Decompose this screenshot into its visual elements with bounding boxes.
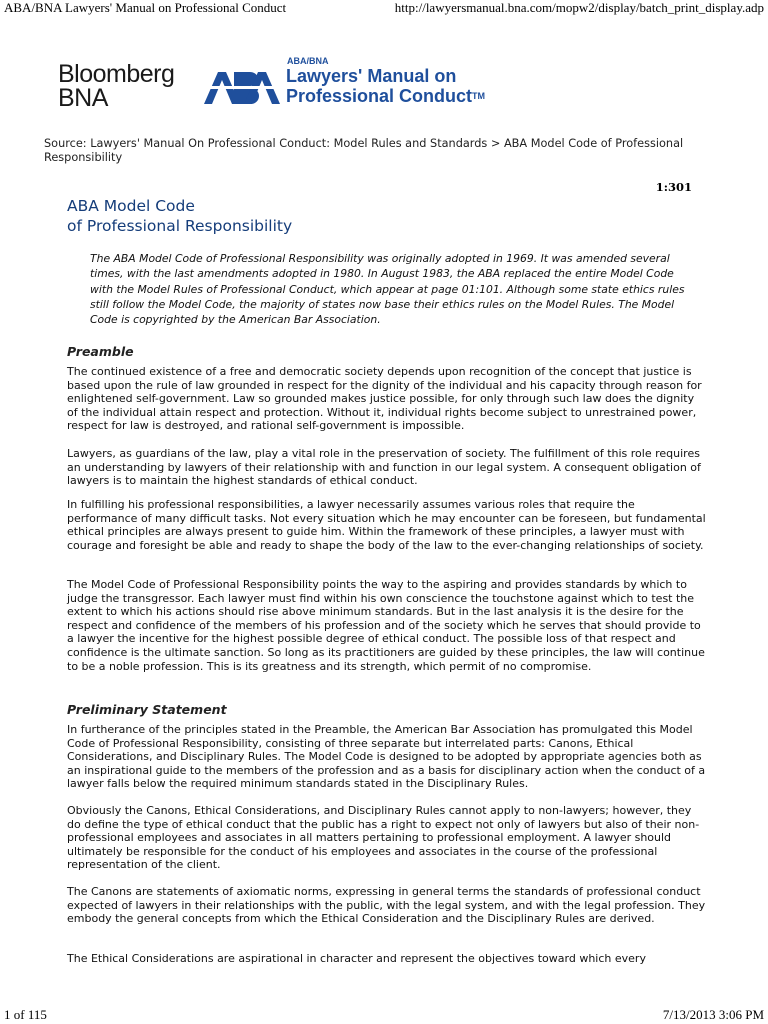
preliminary-paragraph-3: The Canons are statements of axiomatic norms, expressing in general terms the standards of professional conduct expected of lawyers in their relationships with the public, with the legal system, and with the legal profession. They embody the general concepts from which the Ethical Consideration and the Disciplinary Rules are derived. (67, 885, 706, 926)
page-reference: 1:301 (655, 180, 692, 194)
print-header-url[interactable]: http://lawyersmanual.bna.com/mopw2/display/batch_print_display.adp (394, 0, 764, 15)
logo-title-line1: Lawyers' Manual on (286, 66, 457, 86)
preamble-paragraph-1: The continued existence of a free and democratic society depends upon recognition of the concept that justice is based upon the rule of law grounded in respect for the dignity of the individual and his capacity through reason for enlightened self-government. Law so grounded makes justice possible, for only through such law does the dignity of the individual attain respect and protection. Without it, individual rights become subject to unrestrained power, respect for law is destroyed, and rational self-government is impossible. (67, 365, 702, 433)
preamble-paragraph-2: Lawyers, as guardians of the law, play a vital role in the preservation of society. The fulfillment of this role requires an understanding by lawyers of their relationship with and function in our legal system. A consequent obligation of lawyers is to maintain the highest standards of ethical conduct. (67, 447, 701, 488)
preamble-paragraph-3: In fulfilling his professional responsibilities, a lawyer necessarily assumes various roles that require the performance of many difficult tasks. Not every situation which he may encounter can be foreseen, but fundamental ethical principles are always present to guide him. Within the framework of these principles, a lawyer must with courage and foresight be able and ready to shape the body of the law to the ever-changing relationships of society. (67, 498, 706, 552)
aba-bna-small-label: ABA/BNA (287, 56, 329, 66)
bloomberg-bna-logo (58, 62, 174, 110)
preliminary-paragraph-2: Obviously the Canons, Ethical Considerations, and Disciplinary Rules cannot apply to non-lawyers; however, they do define the type of ethical conduct that the public has a right to expect not only of lawyers but also of their non-professional employees and associates in all matters pertaining to professional employment. A lawyer should ultimately be responsible for the conduct of his employees and associates in the course of the professional representation of the client. (67, 804, 700, 872)
logo-banner (0, 40, 768, 120)
preamble-paragraph-4: The Model Code of Professional Responsibility points the way to the aspiring and provides standards by which to judge the transgressor. Each lawyer must find within his own conscience the touchstone against which to test the extent to which his actions should rise above minimum standards. But in the last analysis it is the desire for the respect and confidence of the members of his profession and of the society which he serves that should provide to a lawyer the incentive for the highest possible degree of ethical conduct. The possible loss of that respect and confidence is the ultimate sanction. So long as its practitioners are guided by these principles, the law will continue to be a noble profession. This is its greatness and its strength, which permit of no compromise. (67, 578, 705, 673)
print-footer-datetime: 7/13/2013 3:06 PM (662, 1007, 764, 1022)
lawyers-manual-logo-title (286, 66, 485, 106)
page-title (67, 197, 292, 236)
title-line-1: ABA Model Code (67, 197, 195, 215)
trademark-mark: TM (472, 91, 486, 101)
title-line-2: of Professional Responsibility (67, 216, 293, 235)
logo-title-line2 (286, 86, 485, 106)
preliminary-statement-heading: Preliminary Statement (67, 702, 227, 717)
preliminary-paragraph-1: In furtherance of the principles stated in the Preamble, the American Bar Association has promulgated this Model Code of Professional Responsibility, consisting of three separate but interrelated parts: Canons, Ethical Considerations, and Disciplinary Rules. The Model Code is designed to be adopted by appropriate agencies both as an inspirational guide to the members of the profession and as a basis for disciplinary action when the conduct of a lawyer falls below the required minimum standards stated in the Disciplinary Rules. (67, 723, 706, 791)
source-breadcrumb: Source: Lawyers' Manual On Professional Conduct: Model Rules and Standards > ABA Model Code of Professional Responsibility (44, 137, 684, 164)
bna-logo-text: BNA (58, 84, 108, 112)
preliminary-paragraph-4: The Ethical Considerations are aspirational in character and represent the objectives toward which every (67, 952, 646, 965)
print-header-title: ABA/BNA Lawyers' Manual on Professional Conduct (4, 0, 287, 15)
intro-note: The ABA Model Code of Professional Responsibility was originally adopted in 1969. It was amended several times, with the last amendments adopted in 1980. In August 1983, the ABA replaced the entire Model Code with the Model Rules of Professional Conduct, which appear at page 01:101. Although some state ethics rules still follow the Model Code, the majority of states now base their ethics rules on the Model Rules. The Model Code is copyrighted by the American Bar Association. (90, 252, 685, 327)
bloomberg-logo-text: Bloomberg (58, 60, 175, 88)
aba-logo-icon (204, 70, 280, 106)
logo-title-line2-text: Professional Conduct (286, 86, 473, 106)
preamble-heading: Preamble (67, 344, 134, 359)
print-footer-page-count: 1 of 115 (4, 1007, 47, 1022)
